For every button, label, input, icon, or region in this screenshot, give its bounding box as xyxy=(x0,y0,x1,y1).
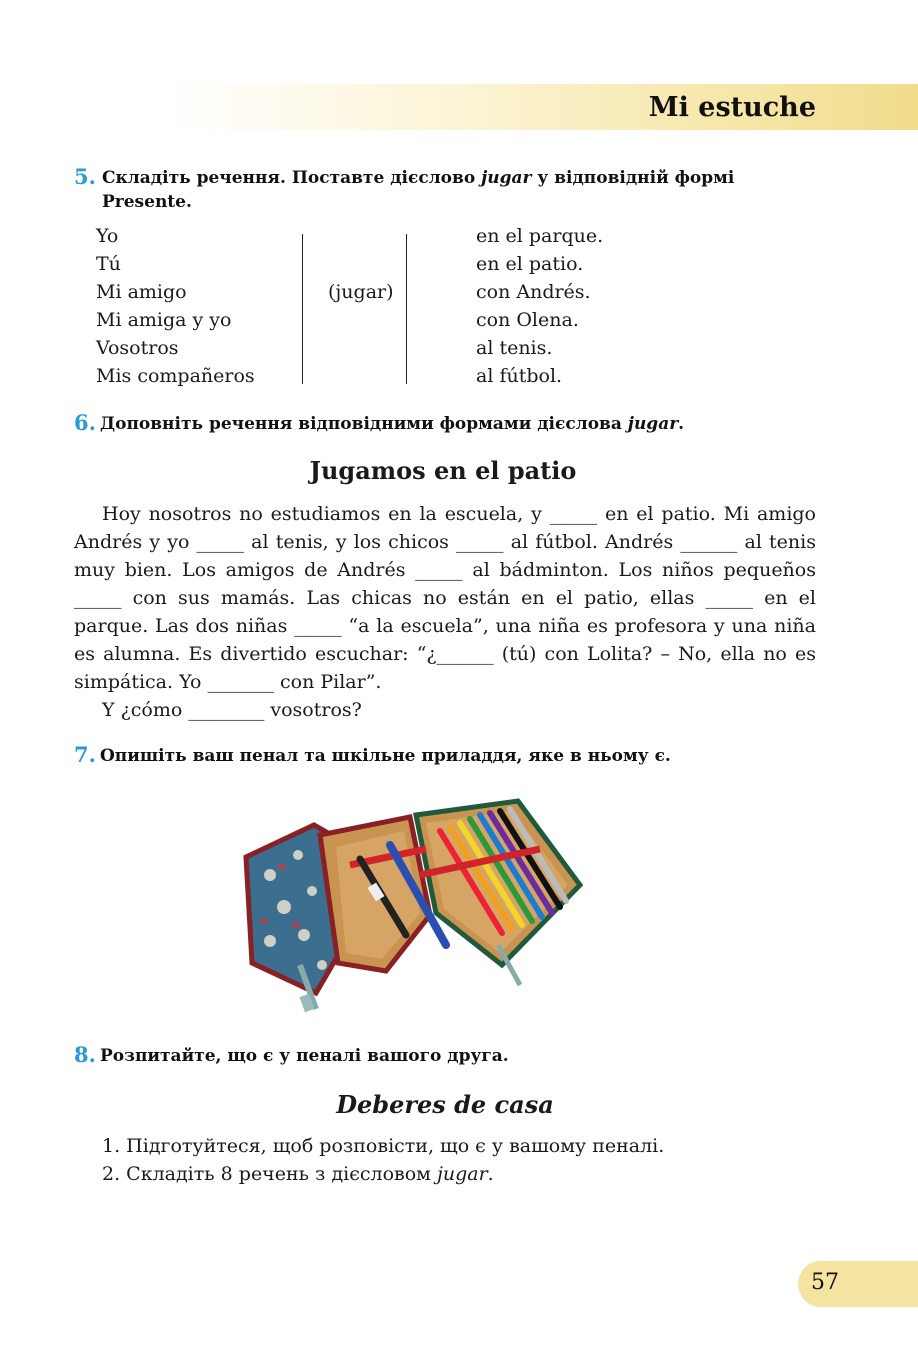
exercise-5-instruction-line2: Presente. xyxy=(102,192,192,212)
exercise-7-number: 7. xyxy=(74,742,96,767)
table-divider-right xyxy=(406,234,407,384)
reading-paragraph-2: Y ¿cómo ________ vosotros? xyxy=(102,699,362,721)
subject-item: Yo xyxy=(96,225,119,247)
exercise-8-instruction: Розпитайте, що є у пеналі вашого друга. xyxy=(100,1046,509,1066)
reading-paragraph-1: Hoy nosotros no estudiamos en la escuela, y _____ en el patio. Mi amigo Andrés y yo _____ al tenis, y los chicos _____ al fútbol. Andrés ______ al tenis muy bien. Los amigos de Andrés _____ al bádminton. Los niños pequeños _____ con sus mamás. Las chicas no están en el patio, ellas _____ en el parque. Las dos niñas _____ “a la escuela”, una niña es profesora y una niña es alumna. Es divertido escuchar: “¿______ (tú) con Lolita? – No, ella no es simpática. Yo _______ con Pilar”. xyxy=(74,503,816,693)
complement-item: al fútbol. xyxy=(476,365,563,387)
complements-column xyxy=(476,222,603,390)
homework-item-1: 1. Підготуйтеся, щоб розповісти, що є у вашому пеналі. xyxy=(102,1135,665,1157)
complement-item: con Andrés. xyxy=(476,281,591,303)
exercise-6-number: 6. xyxy=(74,410,96,435)
subject-item: Mi amigo xyxy=(96,281,187,303)
subjects-column xyxy=(96,222,255,390)
verb-label: (jugar) xyxy=(328,281,394,303)
exercise-7-instruction: Опишіть ваш пенал та шкільне приладдя, яке в ньому є. xyxy=(100,746,671,766)
reading-title: Jugamos en el patio xyxy=(309,456,577,485)
verb-jugar: jugar xyxy=(627,414,679,434)
verb-jugar: jugar xyxy=(481,168,532,188)
homework-title: Deberes de casa xyxy=(336,1090,554,1119)
exercise-5-instruction: Складіть речення. Поставте дієслово jugar у відповідній формі xyxy=(102,168,735,188)
reading-text xyxy=(74,500,816,724)
subject-item: Mis compañeros xyxy=(96,365,255,387)
complement-item: con Olena. xyxy=(476,309,579,331)
table-divider-left xyxy=(302,234,303,384)
complement-item: en el parque. xyxy=(476,225,604,247)
verb-jugar: jugar xyxy=(436,1163,488,1185)
complement-item: en el patio. xyxy=(476,253,584,275)
subject-item: Tú xyxy=(96,253,121,275)
exercise-5-number: 5. xyxy=(74,164,96,189)
complement-item: al tenis. xyxy=(476,337,553,359)
homework-item-2: 2. Складіть 8 речень з дієсловом jugar. xyxy=(102,1163,494,1185)
subject-item: Mi amiga y yo xyxy=(96,309,232,331)
page-title: Mi estuche xyxy=(648,92,816,123)
page-number: 57 xyxy=(811,1270,839,1295)
exercise-6-instruction: Доповніть речення відповідними формами дієслова jugar. xyxy=(100,414,685,434)
subject-item: Vosotros xyxy=(96,337,179,359)
pencil-case-photo xyxy=(240,795,586,1017)
exercise-8-number: 8. xyxy=(74,1042,96,1067)
